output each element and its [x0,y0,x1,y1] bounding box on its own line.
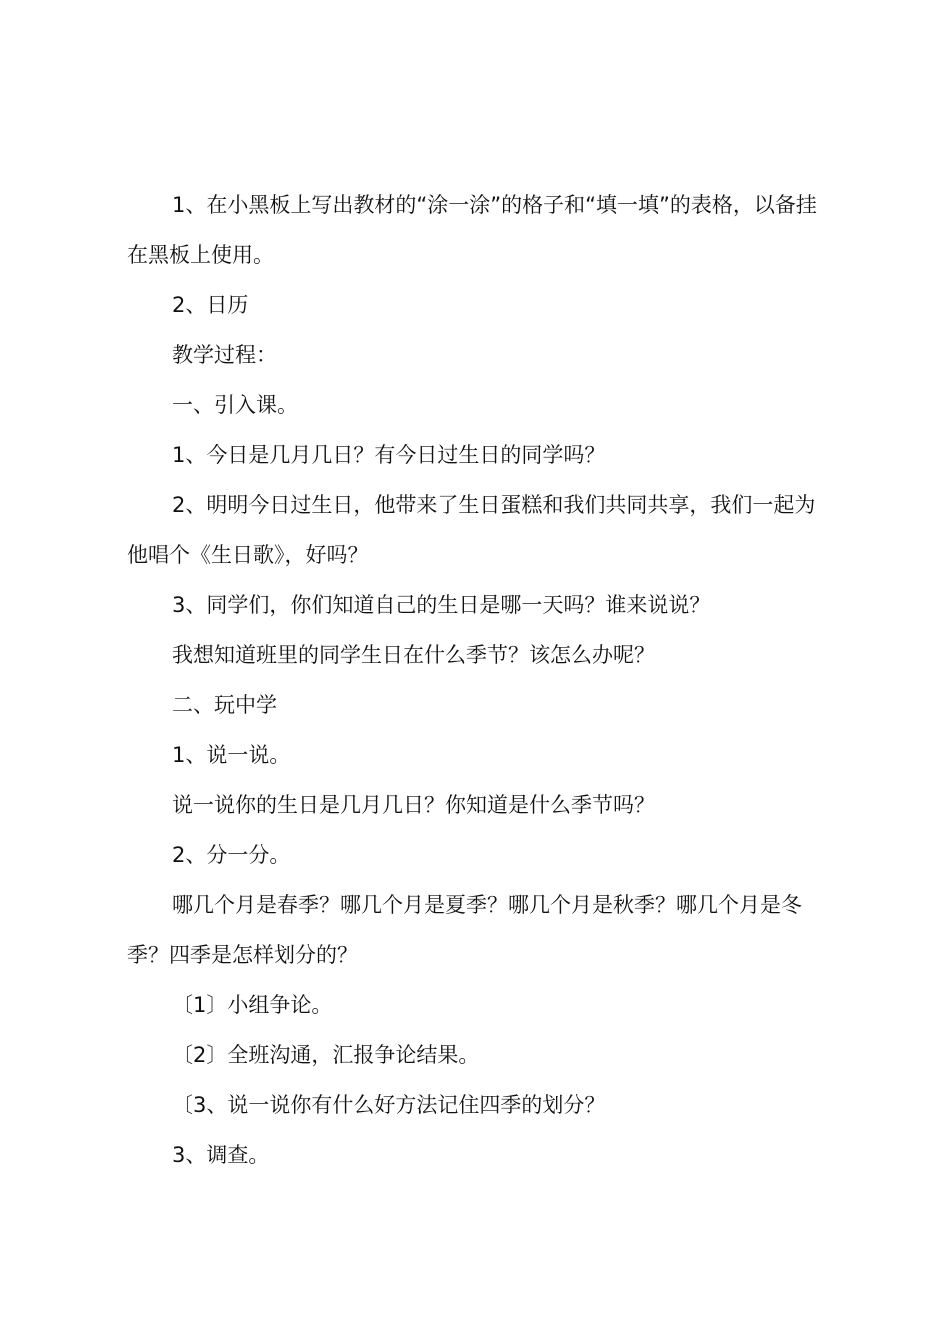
paragraph-play-1-detail: 说一说你的生日是几月几日？你知道是什么季节吗？ [172,793,655,817]
paragraph-class-report: 〔2〕全班沟通，汇报争论结果。 [172,1043,480,1067]
paragraph-intro-question: 我想知道班里的同学生日在什么季节？该怎么办呢？ [172,643,655,667]
paragraph-play-1: 1、说一说。 [172,743,291,767]
paragraph-materials-1: 1、在小黑板上写出教材的“涂一涂”的格子和“填一填”的表格，以备挂在黑板上使用。 [127,193,817,267]
paragraph-memory-method: 〔3、说一说你有什么好方法记住四季的划分？ [172,1093,606,1117]
paragraph-process-heading: 教学过程： [172,343,277,367]
section-heading-intro: 一、引入课。 [172,393,298,417]
section-heading-play: 二、玩中学 [172,693,277,717]
paragraph-intro-1: 1、今日是几月几日？有今日过生日的同学吗？ [172,443,606,467]
paragraph-materials-2: 2、日历 [172,293,249,317]
paragraph-group-discussion: 〔1〕小组争论。 [172,993,333,1017]
paragraph-play-2-detail: 哪几个月是春季？哪几个月是夏季？哪几个月是秋季？哪几个月是冬季？四季是怎样划分的？ [127,893,802,967]
paragraph-play-2: 2、分一分。 [172,843,291,867]
paragraph-intro-3: 3、同学们，你们知道自己的生日是哪一天吗？谁来说说？ [172,593,711,617]
document-body [127,180,832,1180]
paragraph-survey: 3、调查。 [172,1143,270,1167]
paragraph-intro-2: 2、明明今日过生日，他带来了生日蛋糕和我们共同共享，我们一起为他唱个《生日歌》，好吗？ [127,493,816,567]
